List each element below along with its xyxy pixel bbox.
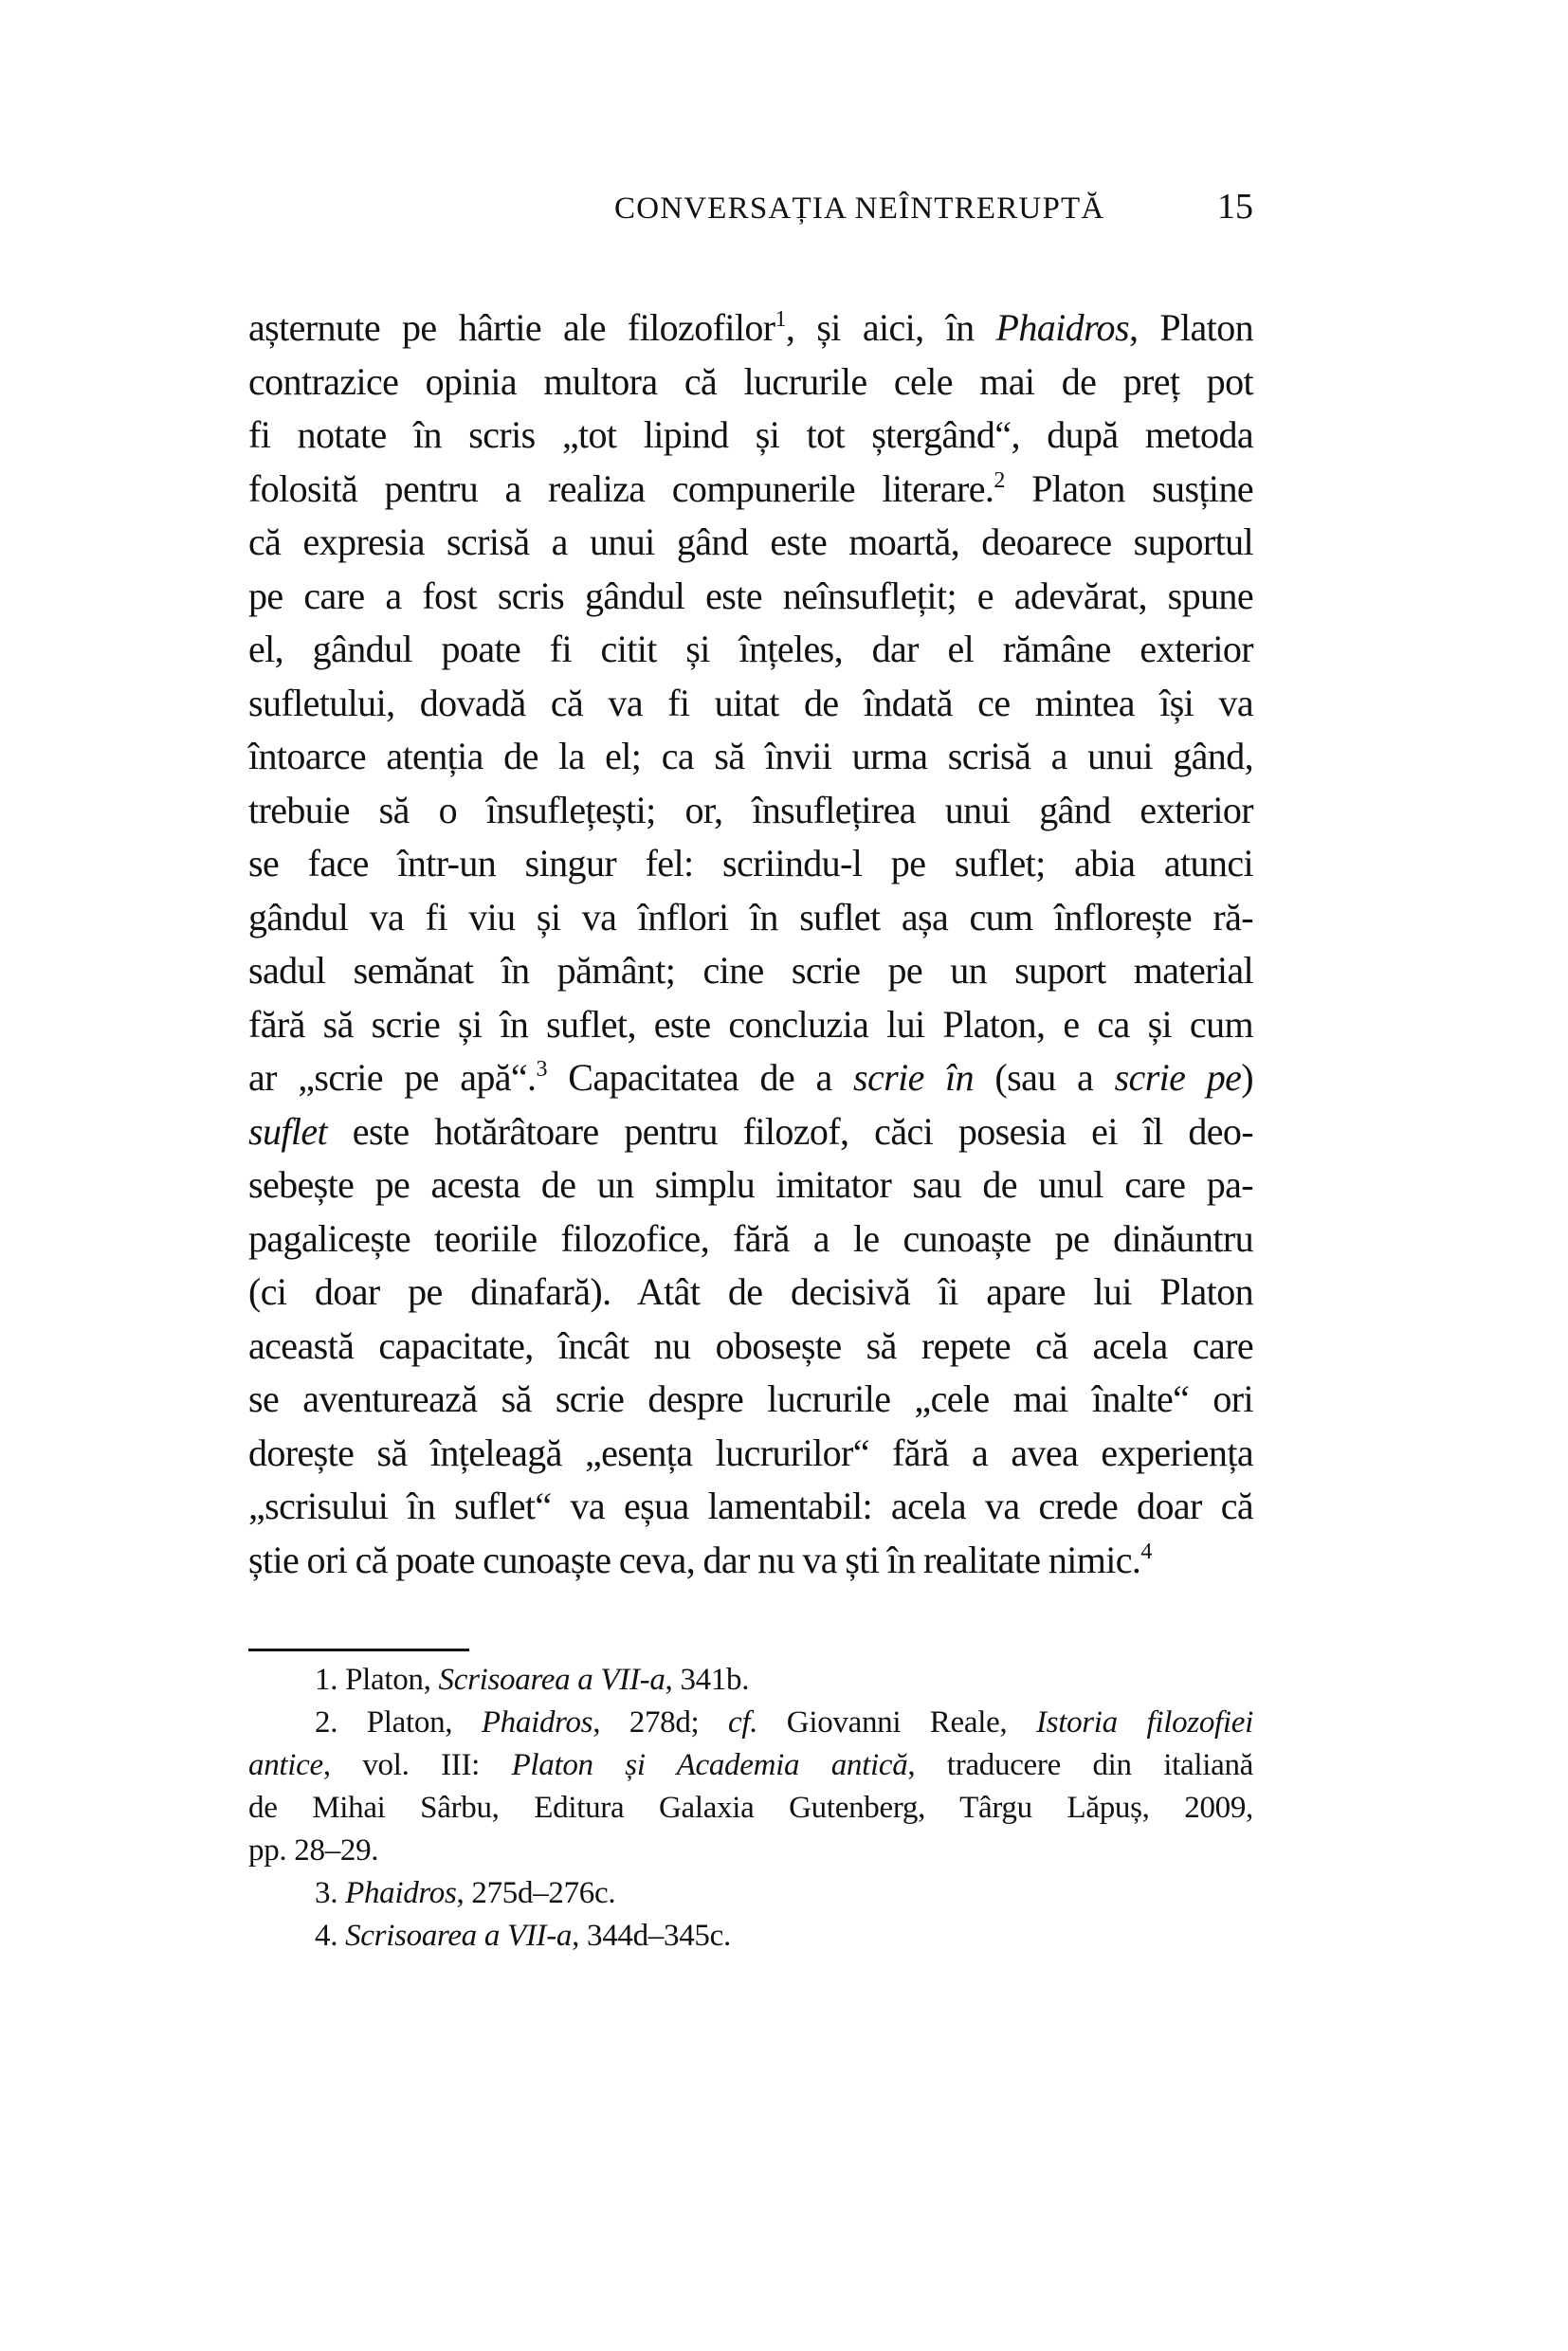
text-run: fără să scrie și în suflet, este concluzia lui Platon, e ca și cum xyxy=(248,1002,1253,1046)
text-run: 2. Platon, xyxy=(315,1705,482,1740)
body-line xyxy=(248,409,1253,463)
body-line xyxy=(248,1480,1253,1534)
text-run: pp. 28–29. xyxy=(248,1833,379,1868)
body-line xyxy=(248,677,1253,731)
footnotes xyxy=(248,1659,1253,1958)
body-line xyxy=(248,1158,1253,1212)
italic-title: antice xyxy=(248,1748,323,1782)
footnote-ref[interactable]: 1 xyxy=(775,307,786,332)
text-run: întoarce atenția de la el; ca să învii urma scrisă a unui gând, xyxy=(248,735,1253,777)
italic-title: Istoria filozofiei xyxy=(1035,1705,1253,1740)
running-head xyxy=(614,186,1253,239)
text-run: , vol. III: xyxy=(322,1748,512,1782)
running-title: CONVERSAȚIA NEÎNTRERUPTĂ xyxy=(614,191,1105,226)
text-run: sadul semănat în pământ; cine scrie pe un suport material xyxy=(248,949,1253,992)
text-run: , 344d–345c. xyxy=(572,1919,731,1953)
italic-term: suflet xyxy=(248,1109,328,1153)
text-run: 4. xyxy=(315,1919,346,1953)
text-run: , 275d–276c. xyxy=(456,1876,616,1910)
text-run: această capacitate, încât nu obosește să repete că acela care xyxy=(248,1323,1253,1367)
text-run: ) xyxy=(1241,1056,1253,1099)
footnote-ref[interactable]: 4 xyxy=(1140,1539,1152,1564)
footnote-1 xyxy=(248,1659,1253,1702)
body-line xyxy=(248,730,1253,784)
italic-title: Phaidros xyxy=(481,1705,593,1740)
text-run: Capacitatea de a xyxy=(546,1056,854,1099)
text-run: este hotărâtoare pentru filozof, căci posesia ei îl deo- xyxy=(327,1109,1253,1153)
text-run: sufletului, dovadă că va fi uitat de îndată ce mintea își va xyxy=(248,681,1253,724)
text-run: 3. xyxy=(315,1876,346,1910)
text-run: așternute pe hârtie ale filozofilor xyxy=(248,306,775,349)
body-line xyxy=(248,1534,1253,1588)
body-line xyxy=(248,891,1253,945)
body-text xyxy=(248,301,1253,1587)
footnote-2-cont xyxy=(248,1744,1253,1787)
footnote-2 xyxy=(248,1702,1253,1744)
italic-term: scrie în xyxy=(853,1056,975,1099)
text-run: trebuie să o însuflețești; or, însuflețirea unui gând exterior xyxy=(248,788,1253,831)
body-line xyxy=(248,944,1253,998)
footnote-ref[interactable]: 2 xyxy=(994,467,1005,493)
text-run: , traducere din italiană xyxy=(907,1748,1253,1782)
text-run: , 278d; xyxy=(593,1705,729,1740)
text-run: că expresia scrisă a unui gând este moartă, deoarece suportul xyxy=(248,520,1253,563)
text-run: (sau a xyxy=(974,1056,1115,1099)
body-line xyxy=(248,301,1253,355)
body-line xyxy=(248,1051,1253,1105)
body-line xyxy=(248,463,1253,517)
italic-title: Phaidros xyxy=(995,306,1129,349)
text-run: el, gândul poate fi citit și înțeles, dar el rămâne exterior xyxy=(248,628,1253,670)
body-line xyxy=(248,998,1253,1052)
body-line xyxy=(248,1105,1253,1159)
body-line xyxy=(248,516,1253,570)
text-run: Platon susține xyxy=(1004,466,1254,510)
italic-title: Phaidros xyxy=(345,1876,457,1910)
text-run: pagalicește teoriile filozofice, fără a le cunoaște pe dinăuntru xyxy=(248,1216,1253,1260)
text-run: sebește pe acesta de un simplu imitator sau de unul care pa- xyxy=(248,1163,1253,1206)
text-run: dorește să înțeleagă „esența lucrurilor“ fără a avea experiența xyxy=(248,1431,1253,1474)
text-run: „scrisului în suflet“ va eșua lamentabil: acela va crede doar că xyxy=(248,1485,1253,1527)
body-line xyxy=(248,1373,1253,1427)
body-line xyxy=(248,1320,1253,1374)
italic-abbrev: cf. xyxy=(728,1705,758,1740)
footnote-3 xyxy=(248,1872,1253,1915)
text-run: , 341b. xyxy=(665,1663,750,1697)
text-run: pe care a fost scris gândul este neînsuflețit; e adevărat, spune xyxy=(248,574,1253,617)
footnote-2-cont xyxy=(248,1830,1253,1872)
footnote-ref[interactable]: 3 xyxy=(536,1057,547,1082)
text-run: știe ori că poate cunoaște ceva, dar nu va ști în realitate nimic. xyxy=(248,1538,1141,1581)
body-line xyxy=(248,1266,1253,1320)
text-run: , Platon xyxy=(1128,306,1253,349)
body-line xyxy=(248,784,1253,838)
text-run: se face într-un singur fel: scriindu-l pe suflet; abia atunci xyxy=(248,842,1253,884)
footnote-separator xyxy=(248,1649,469,1651)
footnote-4 xyxy=(248,1915,1253,1958)
page-number: 15 xyxy=(1217,187,1253,227)
body-line xyxy=(248,1212,1253,1267)
italic-title: Platon și Academia antică xyxy=(511,1748,908,1782)
text-run: , și aici, în xyxy=(785,306,996,349)
text-run: gândul va fi viu și va înflori în suflet așa cum înflorește ră- xyxy=(248,895,1253,939)
italic-title: Scrisoarea a VII-a xyxy=(438,1663,665,1697)
text-run: ar „scrie pe apă“. xyxy=(248,1056,537,1099)
text-run: contrazice opinia multora că lucrurile cele mai de preț pot xyxy=(248,359,1253,403)
text-run: 1. Platon, xyxy=(315,1663,439,1697)
text-run: de Mihai Sârbu, Editura Galaxia Gutenberg, Târgu Lăpuș, 2009, xyxy=(248,1791,1253,1825)
text-run: (ci doar pe dinafară). Atât de decisivă îi apare lui Platon xyxy=(248,1270,1253,1313)
text-run: se aventurează să scrie despre lucrurile „cele mai înalte“ ori xyxy=(248,1377,1253,1420)
text-run: fi notate în scris „tot lipind și tot ștergând“, după metoda xyxy=(248,413,1253,456)
italic-term: scrie pe xyxy=(1114,1056,1242,1099)
text-run: folosită pentru a realiza compunerile literare. xyxy=(248,466,994,510)
footnote-2-cont xyxy=(248,1787,1253,1830)
body-line xyxy=(248,623,1253,677)
italic-title: Scrisoarea a VII-a xyxy=(345,1919,573,1953)
body-line xyxy=(248,1427,1253,1481)
body-line xyxy=(248,570,1253,624)
body-line xyxy=(248,837,1253,891)
text-run: Giovanni Reale, xyxy=(757,1705,1036,1740)
body-line xyxy=(248,355,1253,410)
